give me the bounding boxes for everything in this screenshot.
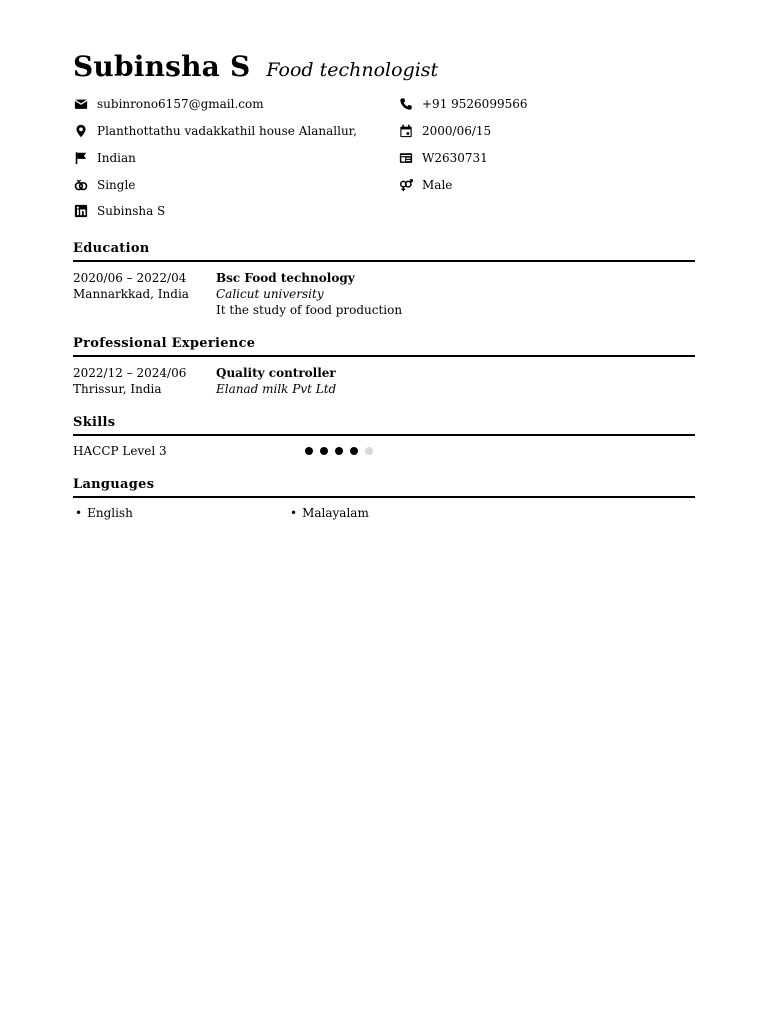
education-details bbox=[216, 270, 686, 318]
flag-icon bbox=[73, 151, 88, 166]
passport-text: W2630731 bbox=[422, 151, 488, 165]
gender-text: Male bbox=[422, 178, 453, 192]
language-name: Malayalam bbox=[302, 506, 369, 520]
education-meta bbox=[73, 270, 213, 302]
email-text: subinrono6157@gmail.com bbox=[97, 97, 264, 111]
contact-passport bbox=[398, 150, 488, 166]
contact-address bbox=[73, 123, 357, 139]
contact-email[interactable] bbox=[73, 96, 264, 112]
experience-details bbox=[216, 365, 686, 397]
contact-marital-status bbox=[73, 177, 135, 193]
experience-company: Elanad milk Pvt Ltd bbox=[216, 382, 337, 396]
id-card-icon bbox=[398, 151, 413, 166]
rating-dot-filled bbox=[350, 447, 358, 455]
experience-location: Thrissur, India bbox=[73, 382, 162, 396]
education-school: Calicut university bbox=[216, 287, 324, 301]
experience-dates: 2022/12 – 2024/06 bbox=[73, 366, 187, 380]
linkedin-icon bbox=[73, 204, 88, 219]
language-item bbox=[290, 506, 369, 520]
rating-dot-filled bbox=[320, 447, 328, 455]
language-item bbox=[75, 506, 133, 520]
phone-text: +91 9526099566 bbox=[422, 97, 528, 111]
section-title-languages: Languages bbox=[73, 477, 695, 498]
candidate-name: Subinsha S bbox=[73, 50, 251, 83]
education-degree: Bsc Food technology bbox=[216, 271, 355, 285]
experience-title: Quality controller bbox=[216, 366, 336, 380]
section-title-skills: Skills bbox=[73, 415, 695, 436]
bullet-icon: • bbox=[75, 506, 83, 520]
contact-nationality bbox=[73, 150, 136, 166]
calendar-icon bbox=[398, 124, 413, 139]
skill-level-rating bbox=[305, 447, 380, 455]
contact-linkedin[interactable] bbox=[73, 203, 165, 219]
rings-icon bbox=[73, 178, 88, 193]
address-text: Planthottathu vadakkathil house Alanallur, bbox=[97, 124, 357, 138]
gender-icon bbox=[398, 178, 413, 193]
skill-row bbox=[73, 444, 695, 460]
experience-meta bbox=[73, 365, 213, 397]
contact-gender bbox=[398, 177, 452, 193]
marital-status-text: Single bbox=[97, 178, 136, 192]
resume-header bbox=[73, 50, 438, 83]
birthdate-text: 2000/06/15 bbox=[422, 124, 492, 138]
rating-dot-filled bbox=[335, 447, 343, 455]
section-title-education: Education bbox=[73, 241, 695, 262]
rating-dot-filled bbox=[305, 447, 313, 455]
education-description: It the study of food production bbox=[216, 303, 403, 317]
contact-phone[interactable] bbox=[398, 96, 528, 112]
contact-details bbox=[73, 96, 695, 226]
skill-name: HACCP Level 3 bbox=[73, 444, 167, 458]
section-title-experience: Professional Experience bbox=[73, 336, 695, 357]
language-name: English bbox=[87, 506, 133, 520]
nationality-text: Indian bbox=[97, 151, 136, 165]
languages-list bbox=[73, 506, 695, 522]
location-pin-icon bbox=[73, 124, 88, 139]
bullet-icon: • bbox=[290, 506, 298, 520]
education-dates: 2020/06 – 2022/04 bbox=[73, 271, 187, 285]
education-location: Mannarkkad, India bbox=[73, 287, 189, 301]
job-title: Food technologist bbox=[266, 59, 439, 81]
linkedin-text: Subinsha S bbox=[97, 204, 166, 218]
phone-icon bbox=[398, 97, 413, 112]
rating-dot-empty bbox=[365, 447, 373, 455]
envelope-icon bbox=[73, 97, 88, 112]
contact-birthdate bbox=[398, 123, 491, 139]
